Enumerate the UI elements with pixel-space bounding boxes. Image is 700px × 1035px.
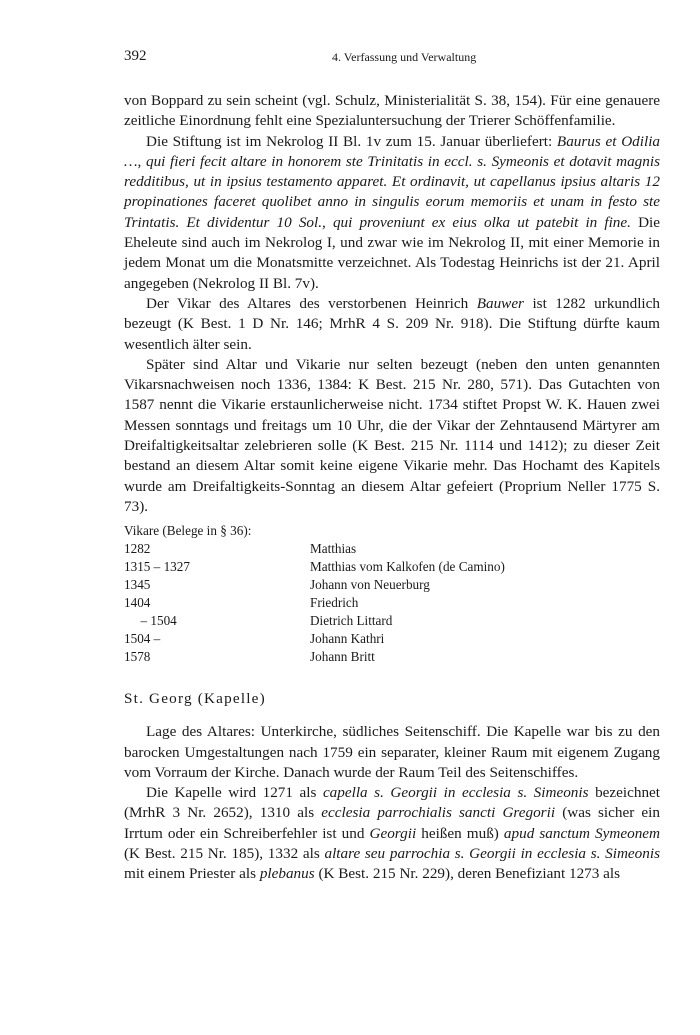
vikar-years: 1345 bbox=[124, 577, 151, 593]
vikar-row bbox=[124, 612, 505, 630]
text-run: (K Best. 215 Nr. 185), 1332 als bbox=[124, 845, 325, 863]
page-number: 392 bbox=[124, 48, 147, 64]
vikar-row bbox=[124, 540, 505, 558]
text-run: heißen muß) bbox=[416, 824, 504, 842]
paragraph-kapelle bbox=[124, 783, 660, 884]
vikar-row bbox=[124, 594, 505, 612]
vikar-name: Johann Kathri bbox=[310, 631, 385, 647]
paragraph-altar-history: Später sind Altar und Vikarie nur selten bezeugt (neben den unten genannten Vikarsnachweisen noch 1336, 1384: K Best. 215 Nr. 280, 571). Das Gutachten von 1587 nennt die Vikarie erstaunlicherweise nicht. 1734 stiftet Propst W. K. Hauen zwei Messen sonntags und freitags um 10 Uhr, die der Vikar der Zehntausend Märtyrer am Dreifaltigkeitsaltar zelebrieren solle (K Best. 215 Nr. 1114 und 1412); zu dieser Zeit bestand an diesem Altar somit keine eigene Vikarie mehr. Das Hochamt des Kapitels wurde am Dreifaltigkeits-Sonntag an diesem Altar gefeiert (Proprium Neller 1775 S. 73). bbox=[124, 355, 660, 515]
text-run: (K Best. 215 Nr. 229), deren Benefiziant 1273 als bbox=[314, 865, 621, 883]
name-italic: Bauwer bbox=[476, 294, 524, 312]
vikar-row bbox=[124, 576, 505, 594]
vikar-name: Friedrich bbox=[310, 595, 359, 611]
vikar-name: Johann von Neuerburg bbox=[310, 577, 430, 593]
vikar-years: 1578 bbox=[124, 649, 151, 665]
vikar-name: Dietrich Littard bbox=[310, 613, 393, 629]
vikar-years: 1404 bbox=[124, 595, 151, 611]
paragraph-vikar bbox=[124, 294, 660, 355]
latin-term: ecclesia parrochialis sancti Gregorii bbox=[321, 804, 556, 822]
vikar-row bbox=[124, 630, 505, 648]
vikar-years: 1282 bbox=[124, 541, 151, 557]
text-run: Der Vikar des Altares des verstorbenen Heinrich bbox=[146, 294, 477, 312]
text-run: mit einem Priester als bbox=[124, 865, 260, 883]
text-run: Die Stiftung ist im Nekrolog II Bl. 1v zum 15. Januar überliefert: bbox=[146, 132, 557, 150]
vikar-years: 1504 – bbox=[124, 631, 161, 647]
latin-term: plebanus bbox=[259, 865, 315, 883]
page-header bbox=[124, 48, 660, 70]
text-run: (was sicher ein Irrtum oder ein Schreiberfehler ist und bbox=[124, 804, 660, 842]
vikar-name: Matthias vom Kalkofen (de Camino) bbox=[310, 559, 505, 575]
vikare-list bbox=[124, 522, 660, 666]
vikar-row bbox=[124, 558, 505, 576]
vikar-name: Johann Britt bbox=[310, 649, 375, 665]
text-run: ist 1282 urkundlich bezeugt (K Best. 1 D Nr. 146; MrhR 4 S. 209 Nr. 918). Die Stiftung dürfte kaum wesentlich älter sein. bbox=[124, 294, 660, 353]
running-head: 4. Verfassung und Verwaltung bbox=[332, 50, 477, 64]
vikar-years: 1315 – 1327 bbox=[124, 559, 190, 575]
paragraph-stiftung bbox=[124, 132, 660, 294]
latin-term: apud sanctum Symeonem bbox=[503, 824, 660, 842]
paragraph-continuation: von Boppard zu sein scheint (vgl. Schulz, Ministerialität S. 38, 154). Für eine genauere zeitliche Einordnung fehlt eine Spezialuntersuchung der Trierer Schöffenfamilie. bbox=[124, 92, 660, 130]
vikar-row bbox=[124, 648, 505, 666]
paragraph-lage: Lage des Altares: Unterkirche, südliches Seitenschiff. Die Kapelle war bis zu den barocken Umgestaltungen nach 1759 ein separater, kleiner Raum mit eigenem Zugang vom Vorraum der Kirche. Danach wurde der Raum Teil des Seitenschiffes. bbox=[124, 723, 660, 781]
latin-term: capella s. Georgii in ecclesia s. Simeonis bbox=[322, 784, 589, 802]
body-text bbox=[124, 91, 660, 885]
text-run: Die Eheleute sind auch im Nekrolog I, und zwar wie im Nekrolog II, mit einer Memorie in jedem Monat um die Monatsmitte verzeichnet. Als Todestag Heinrichs ist der 21. April angegeben (Nekrolog II Bl. 7v). bbox=[124, 213, 660, 292]
text-run: Die Kapelle wird 1271 als bbox=[146, 784, 323, 802]
vikare-table bbox=[124, 540, 505, 666]
latin-quotation: Baurus et Odilia …, qui fieri fecit altare in honorem ste Trinitatis in eccl. s. Symeonis et dotavit magnis redditibus, ut in ipsius testamento apparet. Et ordinavit, ut capellanus ipsius altaris 12 propinationes faceret quolibet anno in singulis eorum memoriis et unam in festo ste Trintatis. Et dividentur 10 Sol., qui proveniunt ex eius olka ut patebit in fine. bbox=[124, 132, 661, 231]
latin-term: Georgii bbox=[369, 824, 417, 842]
section-title: St. Georg (Kapelle) bbox=[124, 690, 266, 708]
latin-term: altare seu parrochia s. Georgii in ecclesia s. Simeonis bbox=[324, 845, 660, 863]
vikar-years: – 1504 bbox=[124, 613, 177, 629]
vikar-name: Matthias bbox=[310, 541, 357, 557]
vikare-heading: Vikare (Belege in § 36): bbox=[124, 523, 252, 539]
text-run: bezeichnet (MrhR 3 Nr. 2652), 1310 als bbox=[124, 784, 660, 822]
